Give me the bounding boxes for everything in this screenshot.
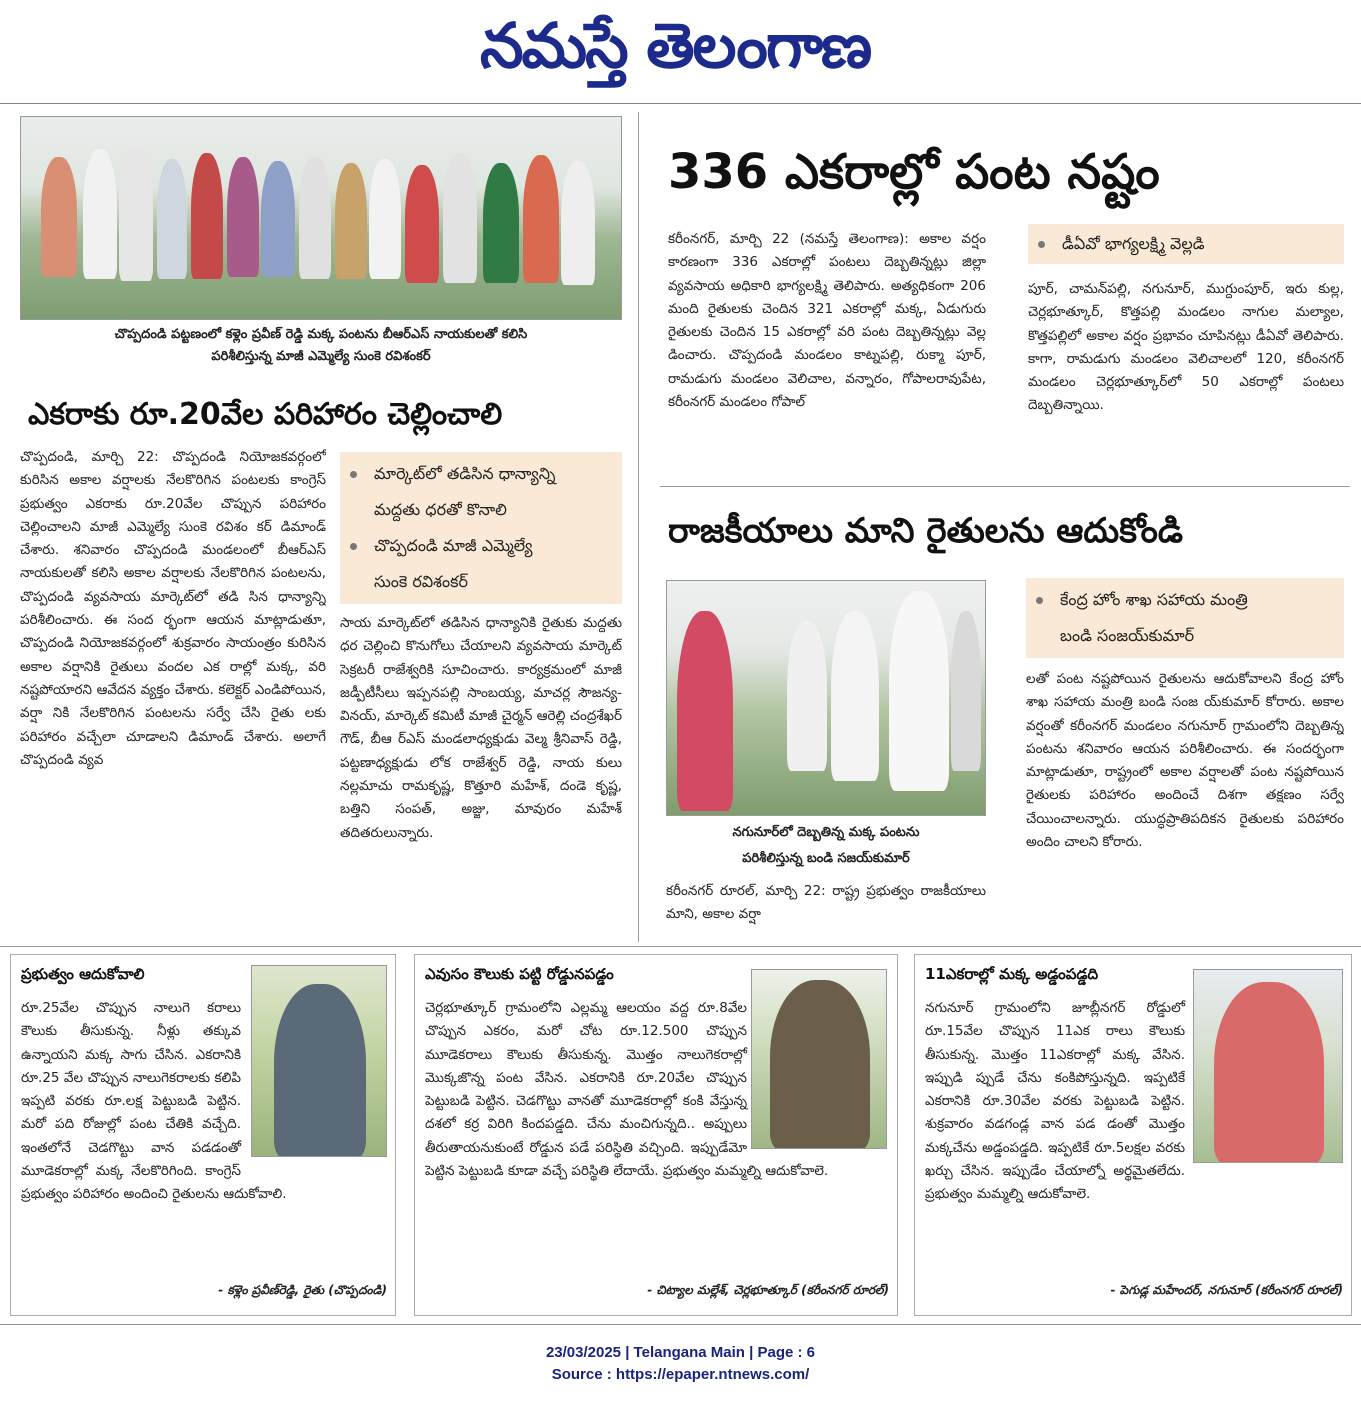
highlight-2-cont: సుంకె రవిశంకర్ [374, 572, 468, 591]
highlight-2: చొప్పదండి మాజీ ఎమ్మెల్యే [340, 528, 622, 564]
testimony-1-text: రూ.25వేల చొప్పున నాలుగె కరాలు కౌలుకు తీసుకున్న. నీళ్లు తక్కువ ఉన్నాయని మక్క సాగు చేసిన. ఎకరానికి రూ.25 వేల చొప్పున నాలుగెకరాలకు కలిపి ఇప్పటి వరకు రూ.లక్ష పెట్టుబడి పెట్టిన. మరో పది రోజుల్లో పంట చేతికి వచ్చేది. ఇంతలోనే చెడగొట్టు వాన పడడంతో మూడెకరాల్లో మక్క నేలకొరిగింది. కాంగ్రెస్ ప్రభుత్వం పరిహారం అందించి రైతులను ఆదుకోవాలి. [21, 1000, 287, 1203]
column-divider [638, 112, 639, 942]
headline-compensation: ఎకరాకు రూ.20వేల పరిహారం చెల్లించాలి [28, 397, 503, 432]
crop-loss-highlight-box [1028, 224, 1344, 264]
story-body-col2: సాయ మార్కెట్‌లో తడిసిన ధాన్యానికి రైతుకు మద్దతు ధర చెల్లించి కొనుగోలు చేయాలని వ్యవసాయ మార్కెట్ సెక్రటరీ రాజేశ్వరికి సూచించారు. కార్యక్రమంలో మాజీ జడ్పీటీసీలు ఇప్పనపల్లి సాంబయ్య, మాచర్ల సౌజన్య- వినయ్, మార్కెట్ కమిటీ మాజీ చైర్మన్ ఆరెల్లి చంద్రశేఖర్ గౌడ్, బీఆ ర్ఎస్ మండలాధ్యక్షుడు వెల్మ శ్రీనివాస్ రెడ్డి, పట్టణాధ్యక్షుడు లోక రాజేశ్వర్ రెడ్డి, నాయ కులు నల్లమాచు రామకృష్ణ, కొత్తూరి మహేశ్, దండె కృష్ణ, బత్తిని సంపత్, అజ్జు, మావురం మహేశ్ తదితరులున్నారు. [340, 615, 622, 841]
minister-photo-caption [666, 820, 986, 872]
page-footer [0, 1342, 1361, 1386]
testimony-3-title: 11ఎకరాల్లో మక్క అడ్డంపడ్డది [925, 965, 1099, 983]
testimony-1-signature: - కళ్లెం ప్రవీణ్‌రెడ్డి, రైతు (చొప్పదండి) [218, 1283, 387, 1297]
testimony-2-title: ఎవుసం కౌలుకు పట్టి రోడ్డునపడ్డం [425, 965, 614, 983]
highlight-1-cont: మద్దతు ధరతో కొనాలి [374, 500, 507, 519]
testimony-3-text: నగునూర్ గ్రామంలోని జూబ్లీనగర్ రోడ్డులో రూ.15వేల చొప్పున 11ఎక రాలు కౌలుకు తీసుకున్న. మొత్తం 11ఎకరాల్లో మక్క వేసిన. ఇప్పుడి ప్పుడే చేను కంకిపోస్తున్నది. ఇప్పటికే ఎకరానికి రూ.30వేల వరకు పెట్టుబడి పెట్టిన. శుక్రవారం వడగండ్ల వాన పడ డంతో మొత్తం మక్కచేను అడ్డంపడ్డది. ఇప్పటికే రూ.5లక్షల వరకు ఖర్చు చేసిన. ఇప్పుడేం చేయాల్నో అర్థమైతలేదు. ప్రభుత్వం మమ్మల్ని ఆదుకోవాలె. [925, 1000, 1185, 1203]
support-highlight-2: బండి సంజయ్‌కుమార్ [1060, 626, 1195, 645]
footer-divider [0, 1324, 1361, 1325]
headline-support-farmers: రాజకీయాలు మాని రైతులను ఆదుకోండి [668, 511, 1184, 551]
crop-loss-highlight: డీఏవో భాగ్యలక్ష్మి వెల్లడి [1028, 224, 1344, 264]
story-highlights-box [340, 452, 622, 604]
farmer-testimony-2 [414, 954, 898, 1316]
minister-inspection-photo [666, 580, 986, 816]
photo-caption [20, 324, 622, 368]
footer-edition-info: 23/03/2025 | Telangana Main | Page : 6 [545, 1344, 816, 1361]
highlight-1: మార్కెట్‌లో తడిసిన ధాన్యాన్ని [340, 456, 622, 492]
support-farmers-body-col1: కరీంనగర్ రూరల్, మార్చి 22: రాష్ట్ర ప్రభుత్వం రాజకీయాలు మాని, అకాల వర్షా [666, 883, 986, 923]
masthead [0, 0, 1361, 104]
footer-source-link[interactable]: Source : https://epaper.ntnews.com/ [551, 1366, 810, 1383]
minister-caption-line-1: నగునూర్‌లో దెబ్బతిన్న మక్క పంటను [732, 825, 920, 840]
caption-line-2: పరిశీలిస్తున్న మాజీ ఎమ్మెల్యే సుంకె రవిశంకర్ [211, 349, 431, 364]
testimony-2-text: చెర్లభూత్కూర్ గ్రామంలోని ఎల్లమ్మ ఆలయం వద్ద రూ.8వేల చొప్పున ఎకరం, మరో చోట రూ.12.500 చొప్పున మూడెకరాలు కౌలుకు తీసుకున్న. మొత్తం నాలుగెకరాల్లో మొక్కజొన్న పంట వేసిన. ఎకరానికి రూ.20వేల చొప్పున పెట్టుబడి పెట్టిన. చెడగొట్టు వానతో మూడెకరాల్లో కంకి వేస్తున్న దశలో కర్ర విరిగి కిందపడ్డది. చేను మంచిగున్నది.. అప్పులు తీరుతాయనుకుంటే రోడ్డున పడే పరిస్థితి వచ్చింది. ఇప్పుడేమో పెట్టిన పెట్టుబడి కూడా వచ్చే పరిస్థితి లేదాయే. ప్రభుత్వం మమ్మల్ని ఆదుకోవాలె. [425, 1000, 829, 1180]
testimony-3-signature: - పెగుడ్ల మహేందర్, నగునూర్ (కరీంనగర్ రూరల్) [1110, 1283, 1343, 1297]
support-highlight-1: కేంద్ర హోం శాఖ సహాయ మంత్రి [1026, 582, 1344, 618]
testimony-1-title: ప్రభుత్వం ఆదుకోవాలి [21, 965, 145, 983]
story-body-col1: చొప్పదండి, మార్చి 22: చొప్పదండి నియోజకవర్గంలో కురిసిన అకాల వర్షాలకు నేలకొరిగిన పంటలకు కాంగ్రెస్ ప్రభుత్వం ఎకరాకు రూ.20వేల చొప్పున పరిహారం చెల్లించాలని మాజీ ఎమ్మెల్యే సుంకె రవిశం కర్ డిమాండ్ చేశారు. శనివారం చొప్పదండి మండలంలో బీఆర్ఎస్ నాయకులతో కలిసి అకాల వర్షాలకు నేలకొరిగిన పంటలను, చొప్పదండి వ్యవసాయ మార్కెట్‌లో తడి సిన ధాన్యాన్ని పరిశీలించారు. ఈ సంద ర్భంగా ఆయన మాట్లాడుతూ, చొప్పదండి నియోజకవర్గంలో శుక్రవారం సాయంత్రం కురిసిన అకాల వర్షానికి రైతులు వందల ఎక రాల్లో మక్క, వరి నష్టపోయారని ఆవేదన వ్యక్తం చేశారు. కలెక్టర్ ఎండిపోయిన, వర్షా నికి నేలకొరిగిన పంటలను సర్వే చేసి రైతు లకు పరిహారం వచ్చేలా చూడాలని డిమాండ్ చేశారు. అలాగే చొప్పదండి వ్యవ [20, 449, 326, 768]
crop-loss-body-col1: కరీంనగర్, మార్చి 22 (నమస్తే తెలంగాణ): అకాల వర్షం కారణంగా 336 ఎకరాల్లో పంటలు దెబ్బతిన్నట్లు జిల్లా వ్యవసాయ అధికారి భాగ్యలక్ష్మి తెలిపారు. అత్యధికంగా 206 మంది రైతులకు చెందిన 321 ఎకరాల్లో మక్క, ఏడుగురు రైతులకు చెందిన 15 ఎకరాల్లో వరి పంట దెబ్బతిన్నట్లు వెల్ల డించారు. చొప్పదండి మండలం కాట్నపల్లి, రుక్మా పూర్, రామడుగు మండలం వెలిచాల, వన్నారం, గోపాలరావుపేట, కరీంనగర్ మండలం గోపాల్ [668, 231, 986, 411]
support-farmers-highlight-box [1026, 578, 1344, 658]
support-farmers-body-col2: లతో పంట నష్టపోయిన రైతులను ఆదుకోవాలని కేంద్ర హోం శాఖ సహాయ మంత్రి బండి సంజ య్‌కుమార్ కోరారు. అకాల వర్షంతో కరీంనగర్ మండలం నగునూర్ గ్రామంలోని దెబ్బతిన్న పంటను శనివారం ఆయన పరిశీలించారు. ఈ సందర్భంగా మాట్లాడుతూ, రాష్ట్రంలో అకాల వర్షాలతో పంట నష్టపోయిన రైతులకు పరిహారం అందించే దిశగా తక్షణం సర్వే చేయించాలన్నారు. యుద్ధప్రాతిపదికన రైతులకు పరిహారం అందిం చాలని కోరారు. [1026, 671, 1344, 851]
farmer-testimony-1 [10, 954, 396, 1316]
minister-caption-line-2: పరిశీలిస్తున్న బండి సజయ్‌కుమార్ [742, 851, 910, 866]
crop-loss-body-col2: పూర్, చామన్‌పల్లి, నగునూర్, ముగ్దుంపూర్, ఇరు కుల్ల, చెర్లభూత్కూర్, కొత్తపల్లి మండలం నాగుల మల్యాల, కొత్తపల్లిలో అకాల వర్షం ప్రభావం చూపినట్లు డీఏవో తెలిపారు. కాగా, రామడుగు మండలం వెలిచాలలో 120, కరీంనగర్ మండలం చెర్లభూత్కూర్‌లో 50 ఎకరాల్లో పంటలు దెబ్బతిన్నాయి. [1028, 281, 1344, 414]
farmers-field-photo [20, 116, 622, 320]
newspaper-logo: నమస్తే తెలంగాణ [480, 9, 871, 82]
headline-crop-loss: 336 ఎకరాల్లో పంట నష్టం [668, 144, 1160, 200]
caption-line-1: చొప్పదండి పట్టణంలో కళ్లెం ప్రవీణ్ రెడ్డి మక్క పంటను బీఆర్ఎస్ నాయకులతో కలిసి [114, 327, 528, 342]
section-divider [660, 486, 1350, 487]
bottom-divider [0, 946, 1361, 947]
farmer-testimony-3 [914, 954, 1352, 1316]
testimony-2-signature: - చిట్యాల మల్లేశ్, చెర్లభూత్కూర్ (కరీంనగర్ రూరల్) [647, 1283, 889, 1297]
